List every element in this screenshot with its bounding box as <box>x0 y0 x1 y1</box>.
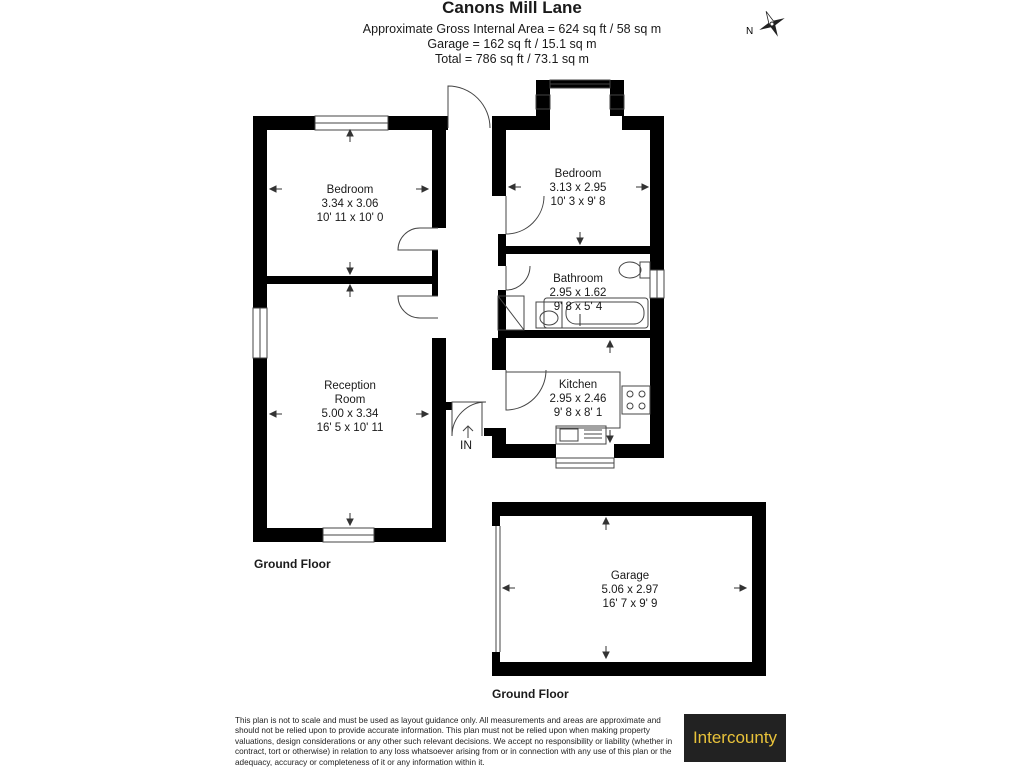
floor-label-house: Ground Floor <box>254 557 331 571</box>
garage-south-wall <box>492 662 766 676</box>
room-metric: 2.95 x 2.46 <box>549 393 607 405</box>
room-garage <box>570 569 690 611</box>
room-bathroom <box>528 272 628 314</box>
garage-north-wall <box>492 502 766 516</box>
garage-west-stub-bottom <box>492 652 500 676</box>
entrance-jamb-left <box>432 402 452 410</box>
garage-area: Garage = 162 sq ft / 15.1 sq m <box>427 37 597 51</box>
room-name: Kitchen <box>558 379 598 391</box>
room-name: Bedroom <box>554 168 602 180</box>
bedroom2-bath-divider <box>498 246 664 254</box>
floor-label-garage: Ground Floor <box>492 687 569 701</box>
total-area: Total = 786 sq ft / 73.1 sq m <box>435 52 589 66</box>
room-bedroom-2 <box>528 167 628 209</box>
entrance-jamb-right <box>484 428 506 436</box>
room-imperial: 10' 3 x 9' 8 <box>550 196 606 208</box>
room-name: Bathroom <box>553 273 603 285</box>
room-metric: 5.00 x 3.34 <box>321 408 379 420</box>
room-imperial: 16' 5 x 10' 11 <box>316 422 384 434</box>
room-kitchen <box>528 378 628 420</box>
wall-east-lower <box>650 298 664 458</box>
garage-east-wall <box>752 502 766 676</box>
room-name: Reception <box>324 380 376 392</box>
wall-north-left <box>253 116 315 130</box>
hall-wall-stub <box>432 276 438 296</box>
room-reception <box>290 379 410 435</box>
room-name: Bedroom <box>326 184 374 196</box>
intercounty-logo <box>684 714 786 762</box>
gross-internal-area: Approximate Gross Internal Area = 624 sq ft / 58 sq m <box>362 22 662 36</box>
plan-title: Canons Mill Lane <box>442 0 582 17</box>
room-metric: 5.06 x 2.97 <box>601 584 659 596</box>
room-imperial: 10' 11 x 10' 0 <box>316 212 384 224</box>
kitchen-south-left <box>492 444 556 458</box>
room-metric: 3.34 x 3.06 <box>321 198 379 210</box>
room-imperial: 16' 7 x 9' 9 <box>602 598 658 610</box>
room-metric: 2.95 x 1.62 <box>549 287 607 299</box>
bath-kitchen-divider <box>498 330 664 338</box>
room-metric: 3.13 x 2.95 <box>549 182 607 194</box>
doors <box>398 86 546 436</box>
room-bedroom-1 <box>300 183 400 225</box>
bedroom-reception-divider <box>267 276 438 284</box>
entrance-arrow-icon <box>463 426 473 438</box>
room-imperial: 9' 8 x 8' 1 <box>553 407 603 419</box>
kitchen-west-upper <box>492 338 506 370</box>
room-name: Garage <box>610 570 650 582</box>
compass-north-label: N <box>746 26 754 37</box>
reception-east-wall <box>432 338 446 542</box>
room-imperial: 9' 8 x 5' 4 <box>553 301 603 313</box>
logo-text: Intercounty <box>692 728 778 747</box>
disclaimer-text: This plan is not to scale and must be used as layout guidance only. All measurements and areas are approximate and should not be relied upon to provide accurate information. This plan must not be relied upon when making property valuations, design considerations or any other such relevant decisions. We accept no responsibility or liability (whether in contract, tort or otherwise) in relation to any loss whatsoever arising from or in connection with any use of this plan or the adequacy, accuracy or completeness of it or any information within it. <box>235 716 673 767</box>
entrance-label: IN <box>460 438 472 452</box>
room-name-line-2: Room <box>334 394 366 406</box>
wall-south-left <box>253 528 323 542</box>
bedroom-east-wall-top <box>432 116 446 228</box>
kitchen-south-right <box>614 444 664 458</box>
bedroom-east-wall-mid <box>432 250 438 278</box>
garage-west-stub-top <box>492 502 500 526</box>
wall-west-bedroom2 <box>492 116 506 196</box>
